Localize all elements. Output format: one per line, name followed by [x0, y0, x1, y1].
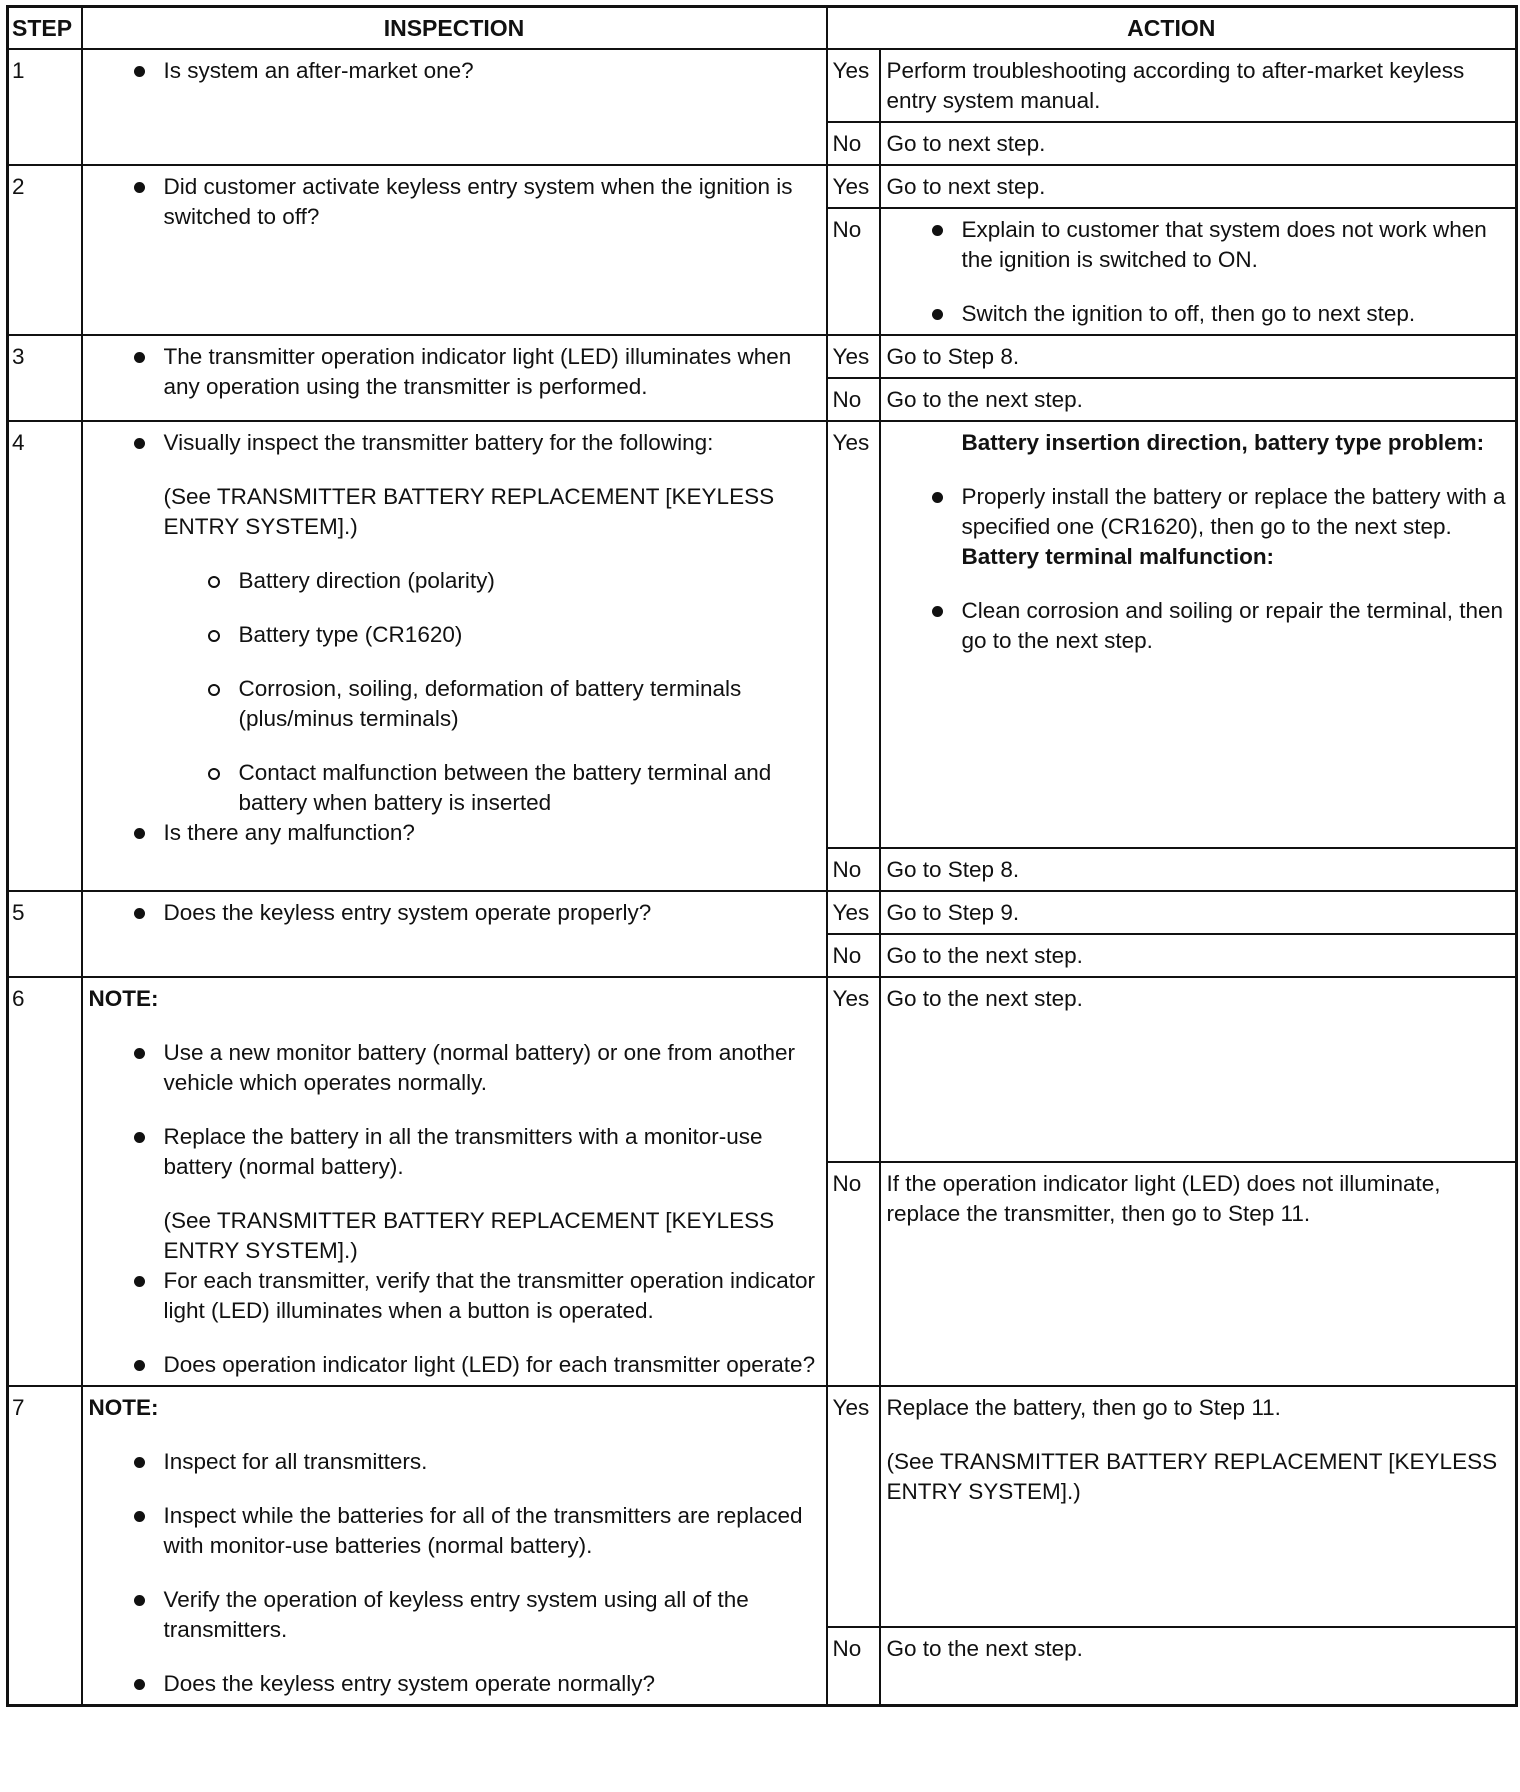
yes-label: Yes: [827, 49, 880, 122]
note-heading: NOTE:: [88, 986, 159, 1011]
action-bullet: Switch the ignition to off, then go to next step.: [887, 299, 1510, 329]
step-7-inspection: [82, 1386, 827, 1706]
step-3-no-action: Go to the next step.: [880, 378, 1517, 421]
step-7-no-action: Go to the next step.: [880, 1627, 1517, 1706]
step-number: 3: [8, 335, 82, 421]
step-7-yes-action: [880, 1386, 1517, 1627]
inspection-lead: Visually inspect the transmitter battery for the following:: [163, 430, 714, 455]
inspection-bullet: The transmitter operation indicator light (LED) illuminates when any operation using the transmitter is performed.: [89, 342, 820, 402]
inspection-bullet: Use a new monitor battery (normal battery) or one from another vehicle which operates normally.: [89, 1038, 820, 1098]
inspection-bullet: Replace the battery in all the transmitters with a monitor-use battery (normal battery).: [89, 1122, 820, 1182]
step-5-inspection: [82, 891, 827, 977]
action-heading: Battery insertion direction, battery type problem:: [961, 430, 1485, 455]
yes-label: Yes: [827, 421, 880, 848]
no-label: No: [827, 378, 880, 421]
inspection-bullet: Did customer activate keyless entry system when the ignition is switched to off?: [89, 172, 820, 232]
inspection-bullet: For each transmitter, verify that the transmitter operation indicator light (LED) illuminates when a button is operated.: [89, 1266, 820, 1326]
step-4-yes-row: [8, 421, 1517, 848]
step-3-inspection: [82, 335, 827, 421]
no-label: No: [827, 848, 880, 891]
header-action: ACTION: [827, 7, 1517, 50]
step-1-yes-row: [8, 49, 1517, 122]
inspection-bullet: Inspect for all transmitters.: [89, 1447, 820, 1477]
step-2-yes-row: [8, 165, 1517, 208]
no-label: No: [827, 208, 880, 335]
note-heading: NOTE:: [88, 1395, 159, 1420]
inspection-bullet: Does the keyless entry system operate properly?: [89, 898, 820, 928]
yes-label: Yes: [827, 891, 880, 934]
action-text: Replace the battery, then go to Step 11.: [886, 1395, 1281, 1420]
step-1-yes-action: Perform troubleshooting according to after-market keyless entry system manual.: [880, 49, 1517, 122]
step-number: 6: [8, 977, 82, 1386]
header-row: [8, 7, 1517, 50]
step-2-yes-action: Go to next step.: [880, 165, 1517, 208]
no-label: No: [827, 122, 880, 165]
header-inspection: INSPECTION: [82, 7, 827, 50]
action-bullet: Clean corrosion and soiling or repair the terminal, then go to the next step.: [887, 596, 1510, 656]
no-label: No: [827, 1627, 880, 1706]
no-label: No: [827, 934, 880, 977]
step-6-yes-action: Go to the next step.: [880, 977, 1517, 1162]
step-number: 5: [8, 891, 82, 977]
step-2-no-action: [880, 208, 1517, 335]
step-1-inspection: [82, 49, 827, 165]
step-6-yes-row: [8, 977, 1517, 1162]
step-number: 7: [8, 1386, 82, 1706]
inspection-bullet: Does operation indicator light (LED) for each transmitter operate?: [89, 1350, 820, 1380]
see-reference: (See TRANSMITTER BATTERY REPLACEMENT [KEYLESS ENTRY SYSTEM].): [886, 1449, 1498, 1504]
header-step: STEP: [8, 7, 82, 50]
step-5-yes-row: [8, 891, 1517, 934]
yes-label: Yes: [827, 335, 880, 378]
yes-label: Yes: [827, 977, 880, 1162]
action-bullet: Explain to customer that system does not work when the ignition is switched to ON.: [887, 215, 1510, 275]
inspection-bullet: [89, 428, 820, 458]
sub-item: Corrosion, soiling, deformation of battery terminals (plus/minus terminals): [164, 674, 820, 734]
yes-label: Yes: [827, 1386, 880, 1627]
see-reference: (See TRANSMITTER BATTERY REPLACEMENT [KEYLESS ENTRY SYSTEM].): [163, 1208, 775, 1263]
step-4-no-action: Go to Step 8.: [880, 848, 1517, 891]
troubleshooting-table: [6, 5, 1518, 1707]
step-5-yes-action: Go to Step 9.: [880, 891, 1517, 934]
step-1-no-action: Go to next step.: [880, 122, 1517, 165]
step-4-yes-action: [880, 421, 1517, 848]
step-5-no-action: Go to the next step.: [880, 934, 1517, 977]
step-2-inspection: [82, 165, 827, 335]
step-number: 4: [8, 421, 82, 891]
sub-item: Contact malfunction between the battery terminal and battery when battery is inserted: [164, 758, 820, 818]
yes-label: Yes: [827, 165, 880, 208]
step-3-yes-action: Go to Step 8.: [880, 335, 1517, 378]
step-4-inspection: [82, 421, 827, 891]
no-label: No: [827, 1162, 880, 1386]
sub-item: Battery type (CR1620): [164, 620, 820, 650]
step-number: 1: [8, 49, 82, 165]
step-3-yes-row: [8, 335, 1517, 378]
step-6-inspection: [82, 977, 827, 1386]
action-bullet: Properly install the battery or replace the battery with a specified one (CR1620), then go to the next step.: [887, 482, 1510, 542]
step-number: 2: [8, 165, 82, 335]
inspection-bullet: Verify the operation of keyless entry system using all of the transmitters.: [89, 1585, 820, 1645]
step-7-yes-row: [8, 1386, 1517, 1627]
inspection-bullet: Is there any malfunction?: [89, 818, 820, 848]
troubleshooting-table-container: [6, 5, 1515, 1707]
sub-item: Battery direction (polarity): [164, 566, 820, 596]
inspection-bullet: Is system an after-market one?: [89, 56, 820, 86]
action-heading: Battery terminal malfunction:: [961, 544, 1275, 569]
step-6-no-action: If the operation indicator light (LED) does not illuminate, replace the transmitter, then go to Step 11.: [880, 1162, 1517, 1386]
see-reference: (See TRANSMITTER BATTERY REPLACEMENT [KEYLESS ENTRY SYSTEM].): [163, 484, 775, 539]
inspection-bullet: Inspect while the batteries for all of the transmitters are replaced with monitor-use batteries (normal battery).: [89, 1501, 820, 1561]
inspection-bullet: Does the keyless entry system operate normally?: [89, 1669, 820, 1699]
